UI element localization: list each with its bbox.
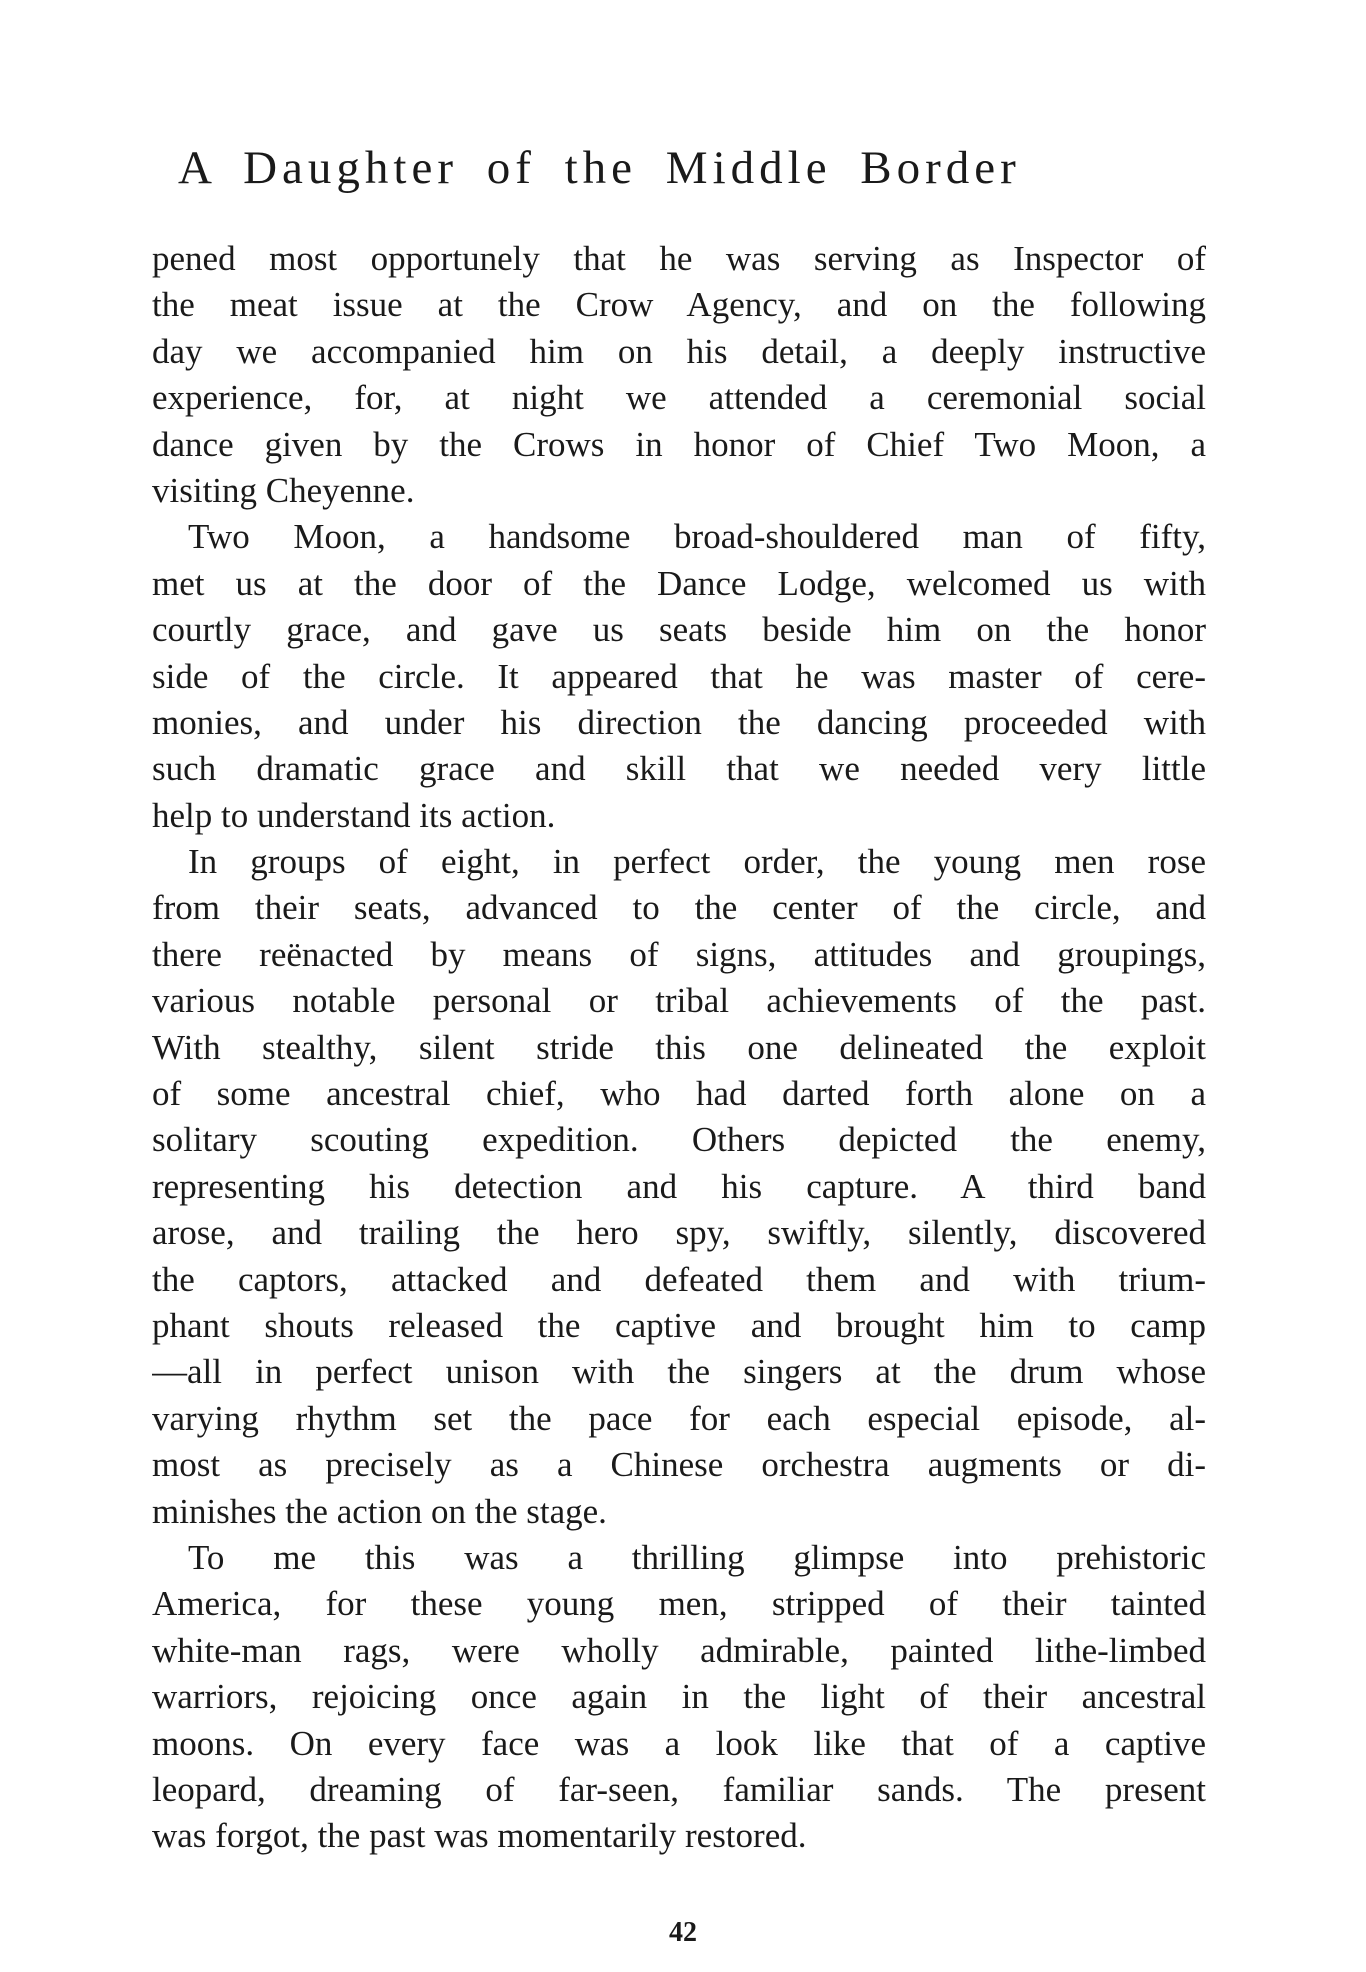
text-line: America, for these young men, stripped of their tainted (152, 1584, 1206, 1624)
text-line: from their seats, advanced to the center of the circle, and (152, 888, 1206, 928)
paragraph (152, 1535, 1206, 1860)
text-line: visiting Cheyenne. (152, 470, 415, 510)
text-line: minishes the action on the stage. (152, 1491, 607, 1531)
text-line: various notable personal or tribal achievements of the past. (152, 981, 1206, 1021)
text-line: With stealthy, silent stride this one delineated the exploit (152, 1027, 1206, 1067)
text-line: side of the circle. It appeared that he was master of cere- (152, 656, 1206, 696)
text-line: dance given by the Crows in honor of Chief Two Moon, a (152, 424, 1206, 464)
text-line: representing his detection and his capture. A third band (152, 1166, 1206, 1206)
text-line: varying rhythm set the pace for each especial episode, al- (152, 1398, 1206, 1438)
text-line: the meat issue at the Crow Agency, and on the following (152, 285, 1206, 325)
text-line: Two Moon, a handsome broad-shouldered man of fifty, (188, 517, 1206, 557)
text-line: In groups of eight, in perfect order, the young men rose (188, 842, 1206, 882)
text-line: monies, and under his direction the dancing proceeded with (152, 702, 1206, 742)
text-line: most as precisely as a Chinese orchestra augments or di- (152, 1445, 1206, 1485)
text-line: help to understand its action. (152, 795, 556, 835)
text-line: there reënacted by means of signs, attitudes and groupings, (152, 934, 1206, 974)
text-line: solitary scouting expedition. Others depicted the enemy, (152, 1120, 1206, 1160)
text-line: To me this was a thrilling glimpse into prehistoric (188, 1537, 1206, 1577)
text-line: white-man rags, were wholly admirable, painted lithe-limbed (152, 1630, 1206, 1670)
paragraph (152, 839, 1206, 1535)
text-line: of some ancestral chief, who had darted forth alone on a (152, 1074, 1206, 1114)
paragraph (152, 514, 1206, 839)
text-line: experience, for, at night we attended a ceremonial social (152, 378, 1206, 418)
text-line: phant shouts released the captive and brought him to camp (152, 1305, 1206, 1345)
running-head: A Daughter of the Middle Border (178, 142, 1021, 194)
text-line: day we accompanied him on his detail, a deeply instructive (152, 331, 1206, 371)
text-line: pened most opportunely that he was serving as Inspector of (152, 239, 1206, 278)
text-line: warriors, rejoicing once again in the light of their ancestral (152, 1677, 1206, 1717)
text-line: —all in perfect unison with the singers at the drum whose (152, 1352, 1206, 1392)
text-line: the captors, attacked and defeated them and with trium- (152, 1259, 1206, 1299)
text-line: leopard, dreaming of far-seen, familiar sands. The present (152, 1769, 1206, 1809)
page-number: 42 (669, 1917, 697, 1948)
paragraph (152, 236, 1206, 514)
body-text (152, 236, 1206, 1860)
text-line: courtly grace, and gave us seats beside him on the honor (152, 610, 1206, 650)
text-line: such dramatic grace and skill that we needed very little (152, 749, 1206, 789)
text-line: was forgot, the past was momentarily restored. (152, 1816, 807, 1856)
text-line: arose, and trailing the hero spy, swiftly, silently, discovered (152, 1213, 1206, 1253)
text-line: moons. On every face was a look like that of a captive (152, 1723, 1206, 1763)
text-line: met us at the door of the Dance Lodge, welcomed us with (152, 563, 1206, 603)
